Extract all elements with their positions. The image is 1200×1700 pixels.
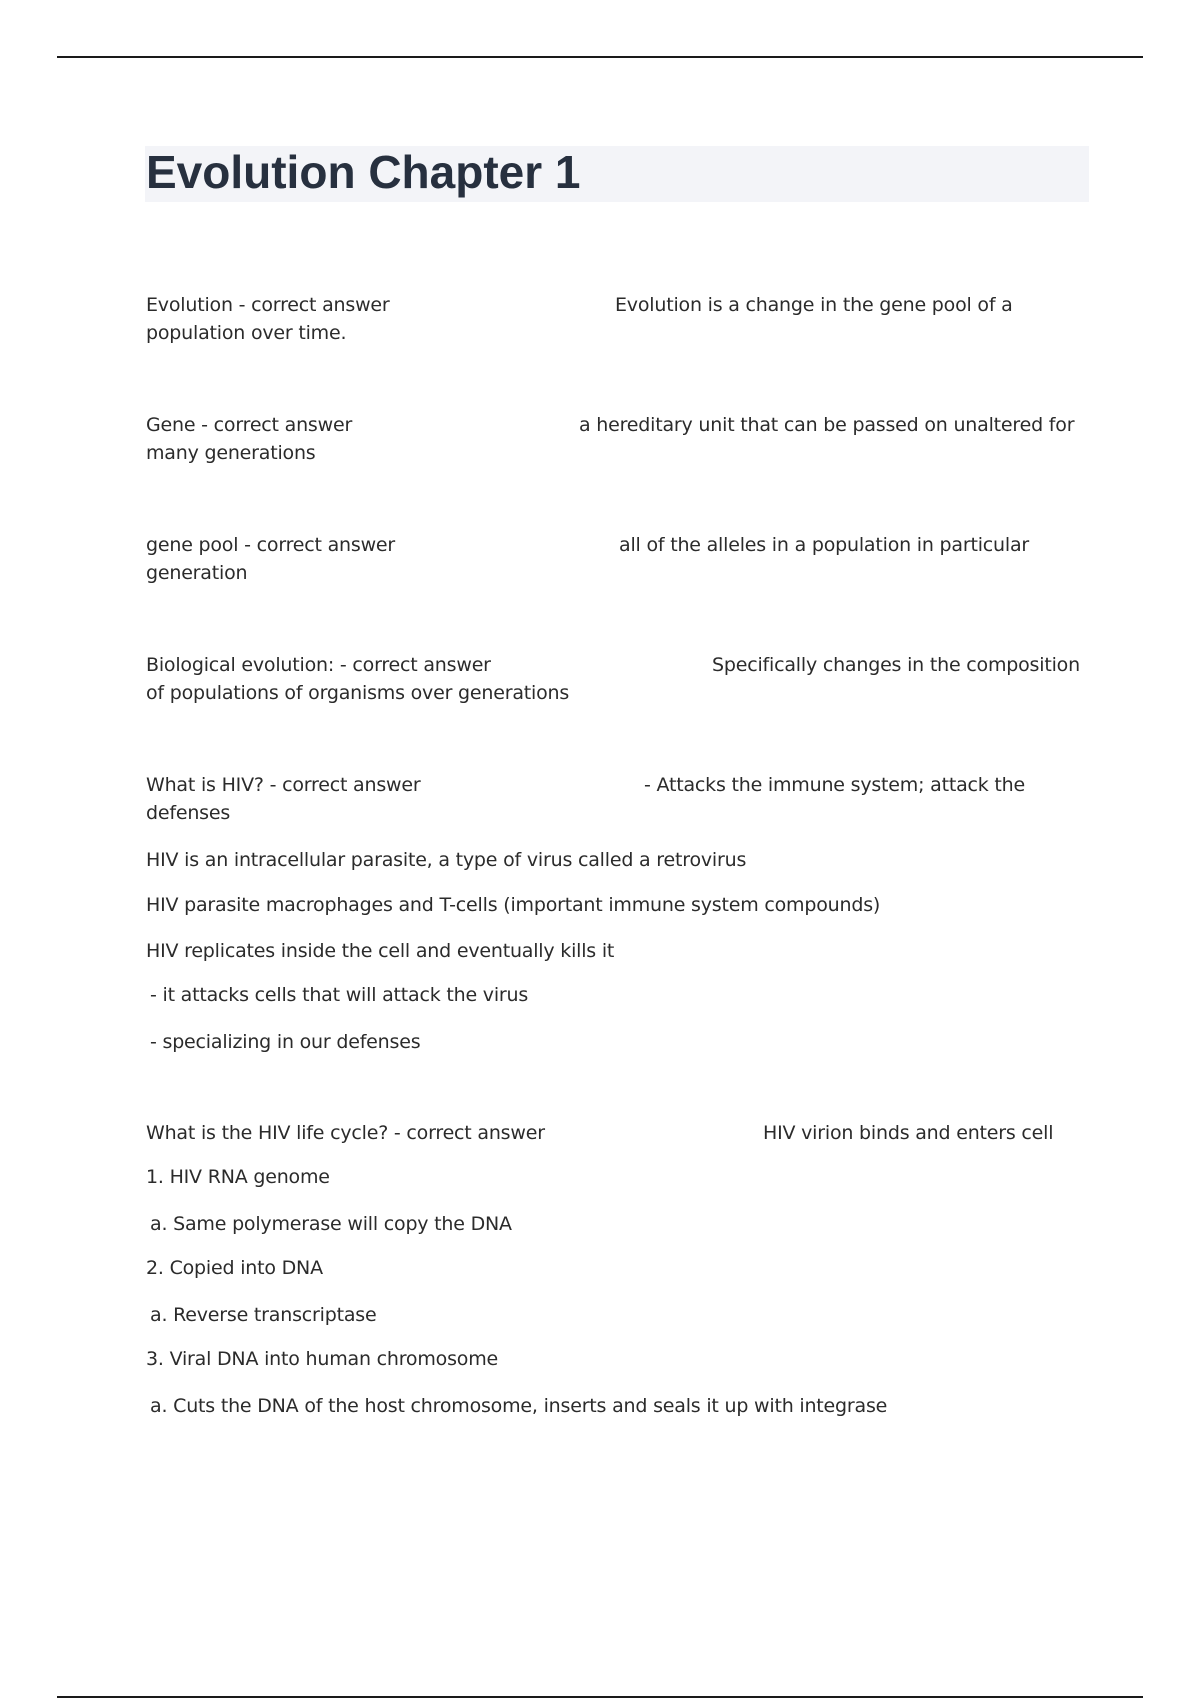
card-definition-continued: of populations of organisms over generations (146, 682, 570, 704)
card-detail-line: a. Cuts the DNA of the host chromosome, inserts and seals it up with integrase (150, 1395, 888, 1417)
card-detail-line: 2. Copied into DNA (146, 1257, 323, 1279)
flashcard-evolution (146, 291, 1086, 347)
card-definition: all of the alleles in a population in particular (619, 534, 1030, 556)
flashcard-gene (146, 411, 1086, 467)
card-detail-line: a. Same polymerase will copy the DNA (150, 1213, 512, 1235)
card-term: Evolution - correct answer (146, 294, 390, 316)
card-detail-line: 1. HIV RNA genome (146, 1166, 330, 1188)
card-detail-line: HIV is an intracellular parasite, a type of virus called a retrovirus (146, 849, 747, 871)
card-definition-continued: population over time. (146, 322, 347, 344)
flashcard-what-is-hiv (146, 771, 1086, 827)
card-definition-continued: many generations (146, 442, 316, 464)
card-detail-line: 3. Viral DNA into human chromosome (146, 1348, 498, 1370)
flashcard-biological-evolution (146, 651, 1086, 707)
card-definition-continued: defenses (146, 802, 231, 824)
card-term: What is the HIV life cycle? - correct answer (146, 1122, 545, 1144)
card-definition: Specifically changes in the composition (712, 654, 1080, 676)
flashcard-gene-pool (146, 531, 1086, 587)
card-detail-line: a. Reverse transcriptase (150, 1304, 377, 1326)
card-definition: a hereditary unit that can be passed on unaltered for (579, 414, 1075, 436)
top-rule (57, 56, 1143, 58)
card-detail-line: - it attacks cells that will attack the virus (150, 984, 529, 1006)
card-detail-line: HIV replicates inside the cell and eventually kills it (146, 940, 615, 962)
card-definition: - Attacks the immune system; attack the (644, 774, 1026, 796)
card-definition-continued: generation (146, 562, 248, 584)
card-term: Biological evolution: - correct answer (146, 654, 491, 676)
card-definition: HIV virion binds and enters cell (763, 1122, 1054, 1144)
card-term: Gene - correct answer (146, 414, 353, 436)
card-term: What is HIV? - correct answer (146, 774, 421, 796)
page-title: Evolution Chapter 1 (146, 146, 581, 198)
card-term: gene pool - correct answer (146, 534, 396, 556)
bottom-rule (57, 1696, 1143, 1698)
card-definition: Evolution is a change in the gene pool of a (615, 294, 1013, 316)
card-detail-line: - specializing in our defenses (150, 1031, 421, 1053)
card-detail-line: HIV parasite macrophages and T-cells (important immune system compounds) (146, 894, 881, 916)
flashcard-hiv-life-cycle (146, 1119, 1086, 1147)
